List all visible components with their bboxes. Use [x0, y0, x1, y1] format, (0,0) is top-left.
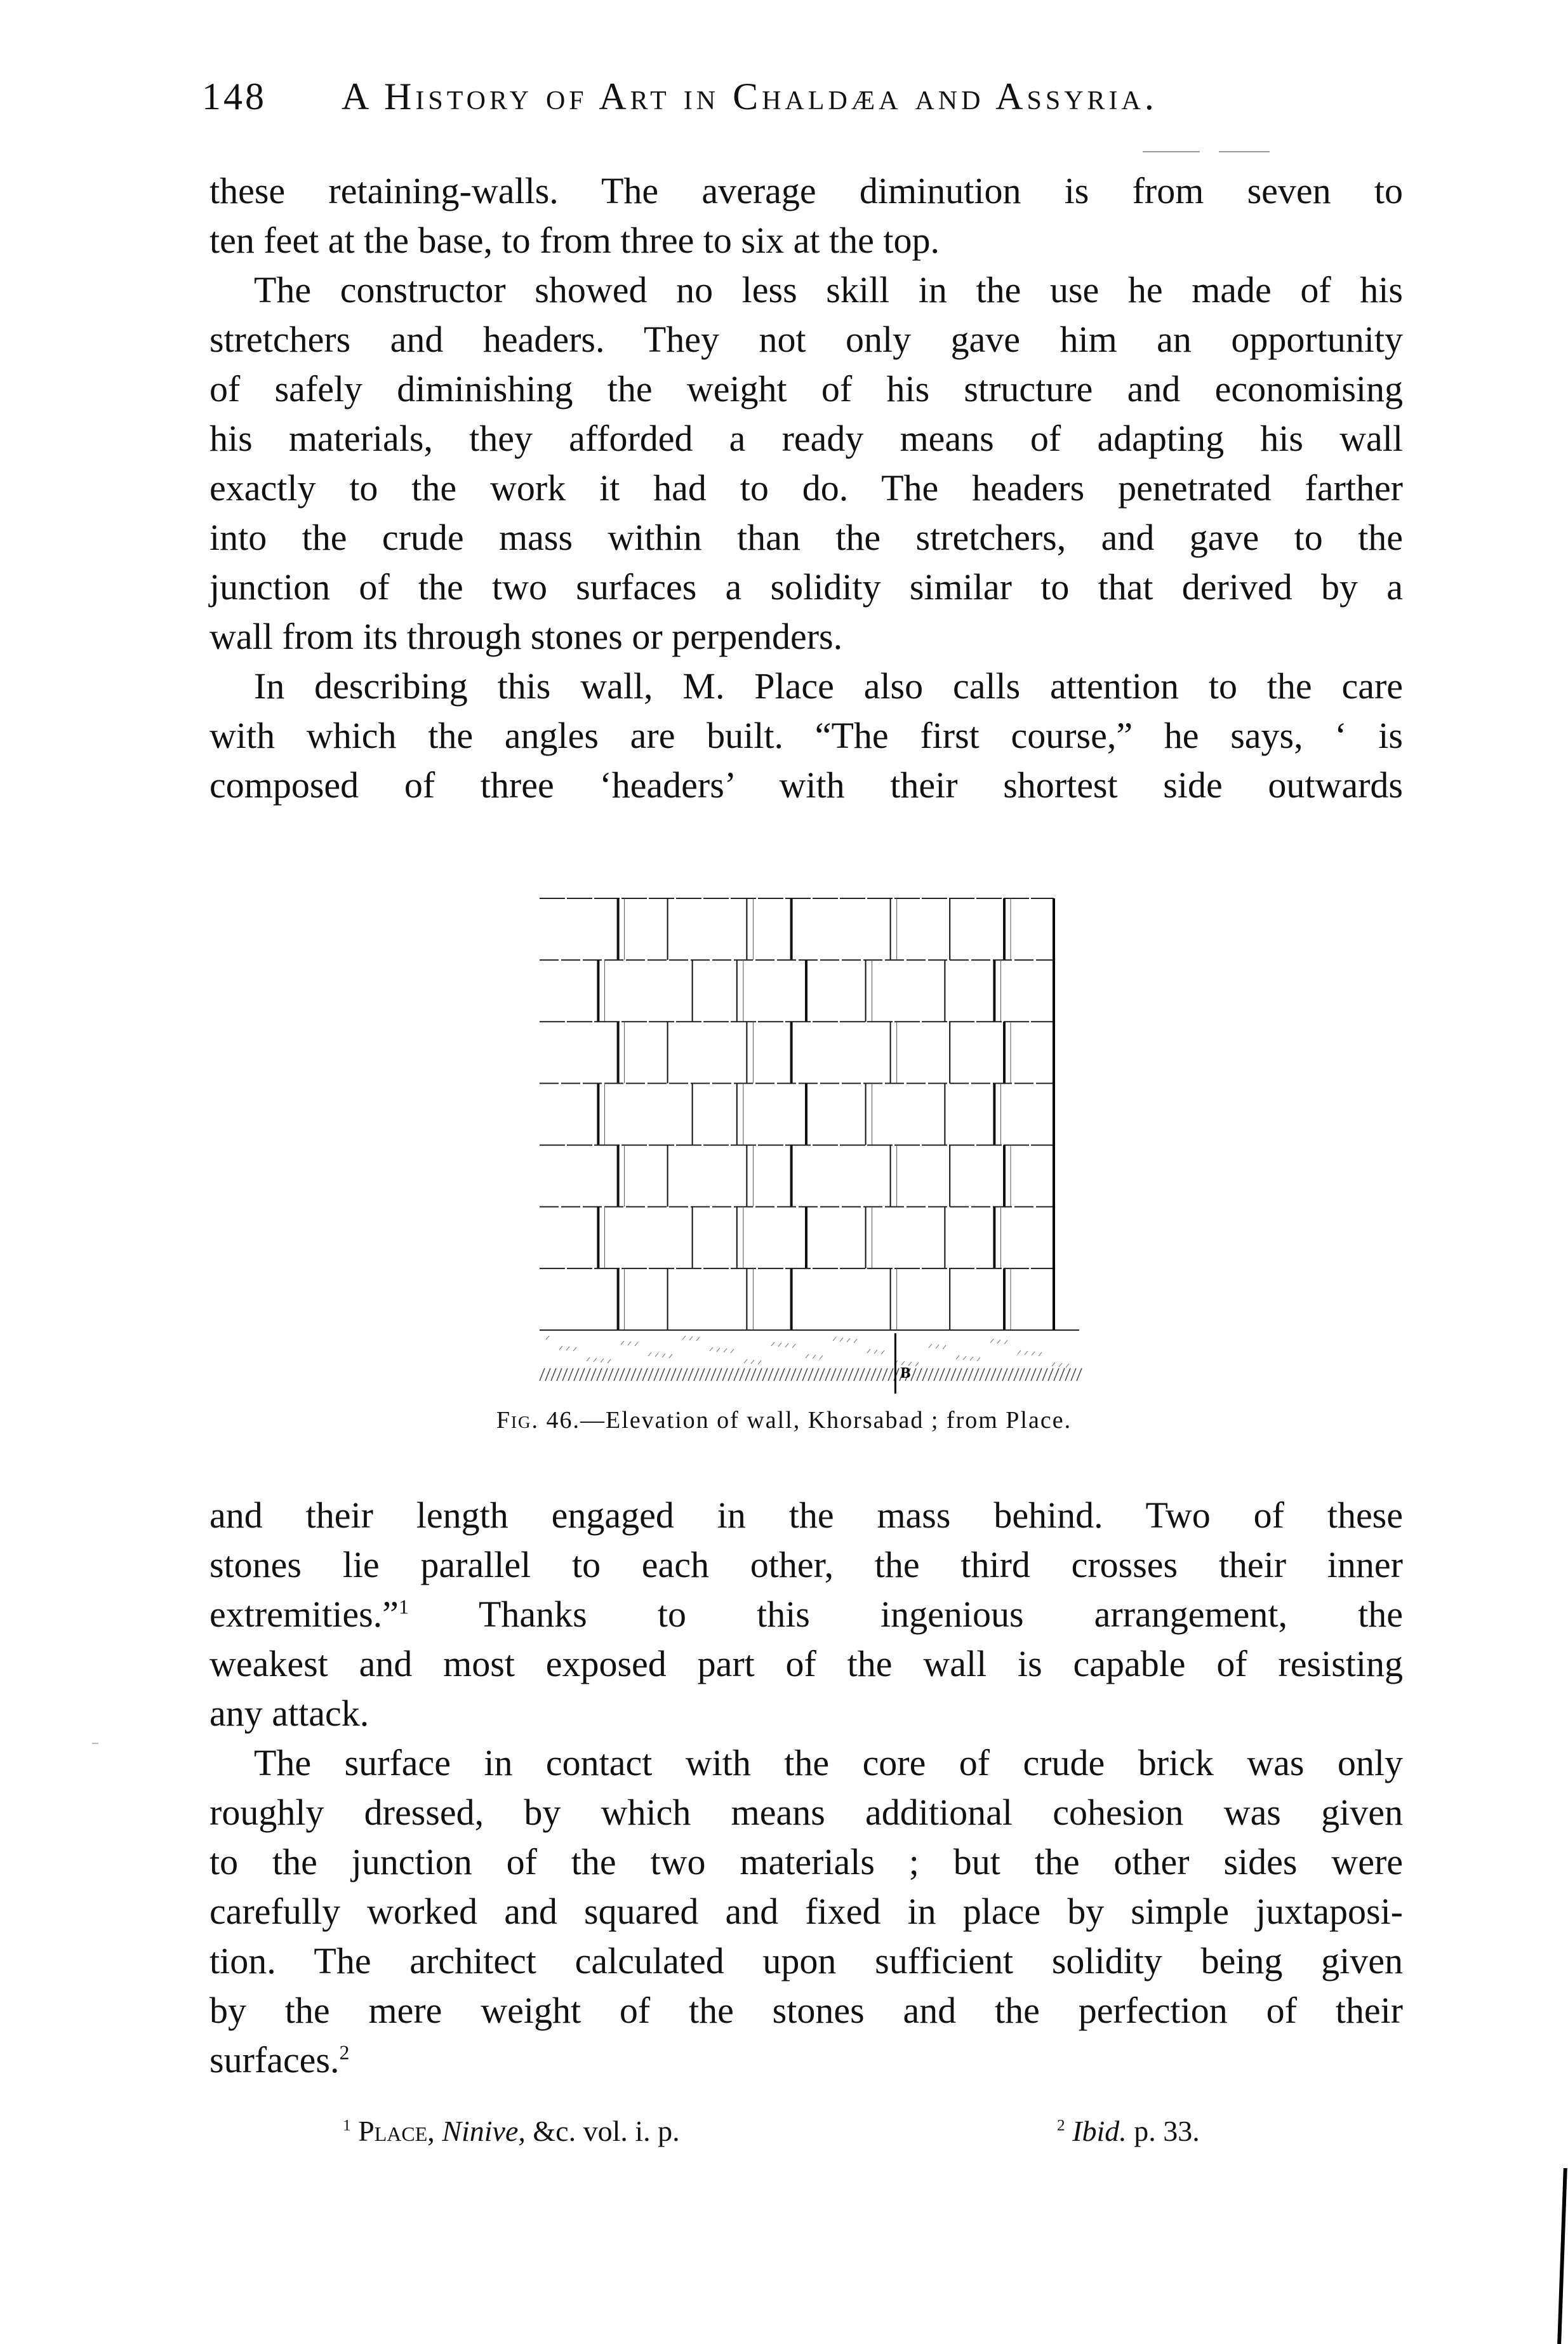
ground-stipple: [778, 1343, 781, 1347]
ground-stipple: [717, 1348, 720, 1352]
footnote-mark: 2: [1057, 2116, 1065, 2134]
line-text: into the crude mass within than the stretchers, and gave to the: [209, 517, 1403, 558]
ground-stipple: [1066, 1364, 1069, 1368]
line-text: junction of the two surfaces a solidity similar to that derived by a: [209, 566, 1403, 608]
footnote-rest: p. 33.: [1126, 2115, 1200, 2147]
ground-hatch: [980, 1368, 985, 1381]
ground-stipple: [566, 1347, 569, 1350]
ground-hatch: [568, 1368, 573, 1381]
text-line: [209, 1936, 1403, 1986]
ground-hatch: [1008, 1368, 1013, 1381]
ground-hatch: [665, 1368, 670, 1381]
text-line: [209, 1491, 1403, 1540]
ground-hatch: [1042, 1368, 1047, 1381]
ground-hatch: [637, 1368, 642, 1381]
ground-hatch: [1020, 1368, 1025, 1381]
ground-stipple: [608, 1359, 611, 1363]
text-line: [209, 166, 1403, 216]
footnote-reference: 1: [398, 1595, 409, 1618]
footnote-2: [1057, 2114, 1200, 2148]
line-text: to the junction of the two materials ; but the other sides were: [209, 1841, 1403, 1882]
line-text: stones lie parallel to each other, the third crosses their inner: [209, 1544, 1403, 1585]
ground-stipple: [929, 1344, 932, 1348]
figure-caption-text: —Elevation of wall, Khorsabad ; from Place.: [580, 1407, 1072, 1434]
ground-stipple: [854, 1339, 857, 1343]
ground-stipple: [648, 1352, 651, 1356]
ground-hatch: [1048, 1368, 1053, 1381]
ground-hatch: [717, 1368, 722, 1381]
footnote-rest: &c. vol. i. p.: [525, 2115, 680, 2147]
ground-stipple: [1018, 1350, 1021, 1354]
ground-stipple: [792, 1344, 795, 1348]
scan-speck: [92, 1743, 98, 1744]
text-line: [209, 216, 1403, 265]
ground-hatch: [591, 1368, 596, 1381]
ground-stipple: [628, 1342, 631, 1345]
ground-stipple: [655, 1353, 658, 1357]
ground-stipple: [587, 1357, 590, 1361]
ground-stipple: [669, 1354, 672, 1358]
ground-hatch: [991, 1368, 996, 1381]
ground-stipple: [751, 1360, 754, 1364]
ground-hatch: [688, 1368, 693, 1381]
footnote-mark: 1: [343, 2116, 351, 2134]
line-text: roughly dressed, by which means additional cohesion was given: [209, 1792, 1403, 1833]
line-text: The constructor showed no less skill in the use he made of his: [254, 269, 1403, 310]
ground-stipple: [594, 1358, 597, 1362]
text-line: [209, 1689, 1403, 1738]
ground-stipple: [847, 1338, 850, 1342]
ground-hatch: [820, 1368, 825, 1381]
ground-hatch: [660, 1368, 665, 1381]
ground-hatch: [928, 1368, 933, 1381]
line-text: surfaces.: [209, 2039, 340, 2081]
text-line: [209, 711, 1403, 761]
ground-hatch: [597, 1368, 602, 1381]
page-number: 148: [202, 76, 267, 117]
ground-hatch: [700, 1368, 705, 1381]
ground-hatch: [762, 1368, 767, 1381]
ground-hatch: [545, 1368, 550, 1381]
text-line: [254, 662, 1403, 711]
ground-hatch: [865, 1368, 870, 1381]
ground-stipple: [997, 1340, 1000, 1343]
text-line: [209, 414, 1403, 463]
ground-hatch: [540, 1368, 545, 1381]
ground-hatch: [1060, 1368, 1065, 1381]
ground-hatch: [968, 1368, 973, 1381]
line-text: weakest and most exposed part of the wall is capable of resisting: [209, 1643, 1403, 1684]
ground-hatch: [677, 1368, 682, 1381]
ground-stipple: [601, 1359, 604, 1362]
text-line: [209, 612, 1403, 662]
ground-hatch: [808, 1368, 813, 1381]
ground-hatch: [871, 1368, 876, 1381]
line-text: with which the angles are built. “The first course,” he says, ‘ is: [209, 715, 1403, 756]
line-text-continued: Thanks to this ingenious arrangement, the: [408, 1594, 1403, 1635]
ground-hatch: [802, 1368, 807, 1381]
figure-label: Fig. 46.: [496, 1407, 581, 1434]
ground-hatch: [1054, 1368, 1059, 1381]
text-line: [209, 315, 1403, 364]
ground-hatch: [888, 1368, 893, 1381]
ground-stipple: [1032, 1352, 1035, 1355]
ground-hatch: [877, 1368, 882, 1381]
ground-hatch: [682, 1368, 688, 1381]
ground-hatch: [922, 1368, 927, 1381]
ground-hatch: [860, 1368, 865, 1381]
text-line: [209, 761, 1403, 810]
ground-hatch: [854, 1368, 859, 1381]
ground-hatch: [997, 1368, 1002, 1381]
ground-stipple: [546, 1336, 549, 1340]
ground-hatch: [745, 1368, 750, 1381]
ground-stipple: [881, 1350, 884, 1354]
ground-hatch: [940, 1368, 945, 1381]
ground-hatch: [574, 1368, 579, 1381]
ground-hatch: [785, 1368, 790, 1381]
header-rule-fragment: [1219, 151, 1270, 152]
ground-hatch: [620, 1368, 625, 1381]
ground-stipple: [771, 1342, 774, 1346]
ground-stipple: [915, 1362, 919, 1366]
text-line: [209, 563, 1403, 612]
ground-hatch: [654, 1368, 659, 1381]
ground-hatch: [962, 1368, 967, 1381]
ground-stipple: [785, 1343, 788, 1347]
ground-hatch: [774, 1368, 779, 1381]
text-line: [209, 1986, 1403, 2035]
line-text: ten feet at the base, to from three to six at the top.: [209, 220, 940, 261]
text-line: [254, 265, 1403, 315]
ground-stipple: [662, 1354, 665, 1357]
ground-hatch: [917, 1368, 922, 1381]
line-text: The surface in contact with the core of crude brick was only: [254, 1742, 1403, 1783]
ground-stipple: [936, 1345, 939, 1348]
ground-hatch: [1031, 1368, 1036, 1381]
ground-hatch: [945, 1368, 950, 1381]
footnote-title: Ibid.: [1072, 2115, 1127, 2147]
ground-hatch: [694, 1368, 699, 1381]
ground-stipple: [1039, 1352, 1042, 1356]
ground-stipple: [682, 1336, 686, 1340]
ground-hatch: [768, 1368, 773, 1381]
line-text: In describing this wall, M. Place also calls attention to the care: [254, 665, 1403, 707]
ground-hatch: [780, 1368, 785, 1381]
ground-hatch: [1002, 1368, 1007, 1381]
ground-stipple: [867, 1349, 870, 1353]
text-line: [209, 1639, 1403, 1689]
text-line: [209, 1887, 1403, 1936]
ground-hatch: [848, 1368, 853, 1381]
ground-stipple: [990, 1339, 993, 1343]
line-text: stretchers and headers. They not only gave him an opportunity: [209, 319, 1403, 360]
line-text: carefully worked and squared and fixed in place by simple juxtaposi-: [209, 1891, 1403, 1932]
ground-stipple: [840, 1338, 843, 1342]
ground-hatch: [1025, 1368, 1030, 1381]
ground-hatch: [740, 1368, 745, 1381]
ground-stipple: [635, 1342, 638, 1346]
ground-hatch: [1014, 1368, 1019, 1381]
ground-hatch: [814, 1368, 819, 1381]
wall-elevation-figure: [521, 886, 1092, 1394]
ground-hatch: [757, 1368, 762, 1381]
ground-hatch: [551, 1368, 556, 1381]
ground-stipple: [710, 1347, 713, 1351]
footnote-1: [343, 2114, 680, 2148]
text-line: [209, 463, 1403, 513]
ground-hatch: [642, 1368, 648, 1381]
ground-hatch: [831, 1368, 836, 1381]
line-text: wall from its through stones or perpenders.: [209, 616, 843, 657]
ground-hatch: [1077, 1368, 1082, 1381]
text-line: [209, 2035, 1403, 2085]
ground-hatch: [705, 1368, 710, 1381]
ground-stipple: [820, 1355, 823, 1359]
ground-stipple: [744, 1359, 747, 1363]
ground-stipple: [833, 1337, 836, 1341]
ground-hatch: [671, 1368, 676, 1381]
text-line: [209, 1540, 1403, 1590]
ground-hatch: [1071, 1368, 1076, 1381]
footnote-author: Place,: [358, 2115, 435, 2147]
ground-hatch: [791, 1368, 796, 1381]
ground-stipple: [813, 1355, 816, 1359]
ground-stipple: [1052, 1362, 1055, 1366]
ground-stipple: [621, 1341, 624, 1345]
line-text: his materials, they afforded a ready means of adapting his wall: [209, 418, 1403, 459]
ground-stipple: [724, 1348, 727, 1352]
ground-hatch: [728, 1368, 733, 1381]
ground-stipple: [559, 1346, 562, 1350]
ground-hatch: [614, 1368, 619, 1381]
ground-hatch: [751, 1368, 756, 1381]
figure-caption: [0, 1406, 1568, 1434]
line-text: composed of three ‘headers’ with their shortest side outwards: [209, 764, 1403, 806]
text-line: [209, 513, 1403, 563]
ground-hatch: [580, 1368, 585, 1381]
ground-stipple: [1004, 1340, 1007, 1344]
ground-hatch: [825, 1368, 830, 1381]
ground-stipple: [573, 1347, 576, 1351]
text-line: [209, 1590, 1403, 1639]
ground-hatch: [557, 1368, 562, 1381]
page-edge-shadow: [1557, 2168, 1567, 2344]
ground-hatch: [562, 1368, 568, 1381]
header-rule-fragment: [1143, 151, 1200, 152]
footnote-reference: 2: [339, 2041, 350, 2064]
line-text: any attack.: [209, 1693, 369, 1734]
line-text: these retaining-walls. The average diminution is from seven to: [209, 170, 1403, 211]
ground-stipple: [956, 1355, 959, 1359]
text-line: [209, 364, 1403, 414]
running-title: A History of Art in Chaldæa and Assyria.: [342, 76, 1158, 117]
ground-hatch: [585, 1368, 590, 1381]
ground-hatch: [957, 1368, 962, 1381]
ground-stipple: [874, 1350, 877, 1354]
footnote-title: Ninive,: [442, 2115, 526, 2147]
section-marker-label: B: [900, 1365, 911, 1382]
text-line: [254, 1738, 1403, 1788]
ground-hatch: [722, 1368, 728, 1381]
ground-hatch: [648, 1368, 653, 1381]
ground-hatch: [631, 1368, 636, 1381]
ground-hatch: [842, 1368, 847, 1381]
ground-stipple: [1059, 1363, 1062, 1367]
ground-stipple: [970, 1357, 973, 1361]
line-text: exactly to the work it had to do. The headers penetrated farther: [209, 467, 1403, 509]
ground-hatch: [837, 1368, 842, 1381]
ground-hatch: [734, 1368, 739, 1381]
ground-hatch: [797, 1368, 802, 1381]
ground-hatch: [951, 1368, 956, 1381]
ground-hatch: [974, 1368, 979, 1381]
ground-stipple: [806, 1354, 809, 1358]
line-text: by the mere weight of the stones and the perfection of their: [209, 1990, 1403, 2031]
ground-hatch: [934, 1368, 939, 1381]
line-text: and their length engaged in the mass behind. Two of these: [209, 1495, 1403, 1536]
ground-hatch: [1065, 1368, 1070, 1381]
ground-stipple: [758, 1361, 761, 1364]
ground-stipple: [1025, 1351, 1028, 1355]
line-text: extremities.”: [209, 1594, 399, 1635]
ground-hatch: [985, 1368, 990, 1381]
ground-stipple: [963, 1356, 966, 1360]
ground-hatch: [882, 1368, 887, 1381]
ground-stipple: [977, 1357, 980, 1361]
running-header: [202, 75, 1395, 126]
line-text: tion. The architect calculated upon sufficient solidity being given: [209, 1940, 1403, 1981]
ground-stipple: [731, 1349, 734, 1353]
text-line: [209, 1788, 1403, 1837]
ground-stipple: [689, 1336, 693, 1340]
text-line: [209, 1837, 1403, 1887]
ground-hatch: [625, 1368, 630, 1381]
ground-stipple: [696, 1337, 700, 1341]
ground-hatch: [602, 1368, 608, 1381]
line-text: of safely diminishing the weight of his structure and economising: [209, 368, 1403, 410]
ground-stipple: [943, 1345, 946, 1349]
ground-hatch: [608, 1368, 613, 1381]
ground-hatch: [711, 1368, 716, 1381]
ground-hatch: [1037, 1368, 1042, 1381]
ground-hatch: [911, 1368, 916, 1381]
